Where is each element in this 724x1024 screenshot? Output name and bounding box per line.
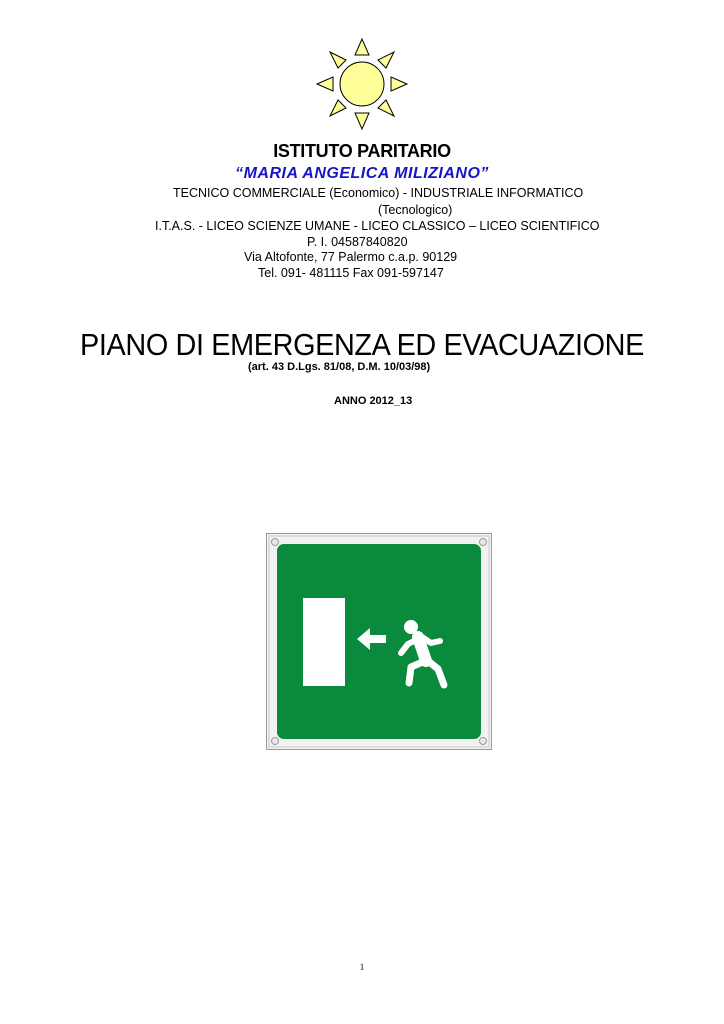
- vat-number: P. I. 04587840820: [307, 235, 408, 249]
- plan-title: PIANO DI EMERGENZA ED EVACUAZIONE: [80, 327, 644, 362]
- school-name: “MARIA ANGELICA MILIZIANO”: [235, 165, 489, 182]
- address-line-tech: TECNICO COMMERCIALE (Economico) - INDUSTRIALE INFORMATICO: [173, 186, 584, 200]
- address-line-tech-cont: (Tecnologico): [378, 203, 453, 217]
- plan-year: ANNO 2012_13: [334, 395, 413, 407]
- institute-type: ISTITUTO PARITARIO: [273, 141, 451, 161]
- plan-legal-reference: (art. 43 D.Lgs. 81/08, D.M. 10/03/98): [248, 361, 431, 373]
- emergency-exit-sign: [266, 533, 492, 750]
- sun-logo: [316, 38, 408, 130]
- page-number: 1: [359, 962, 365, 972]
- address-line-licei: I.T.A.S. - LICEO SCIENZE UMANE - LICEO CLASSICO – LICEO SCIENTIFICO: [155, 219, 600, 233]
- postal-address: Via Altofonte, 77 Palermo c.a.p. 90129: [244, 250, 458, 264]
- phone-fax: Tel. 091- 481115 Fax 091-597147: [258, 266, 444, 280]
